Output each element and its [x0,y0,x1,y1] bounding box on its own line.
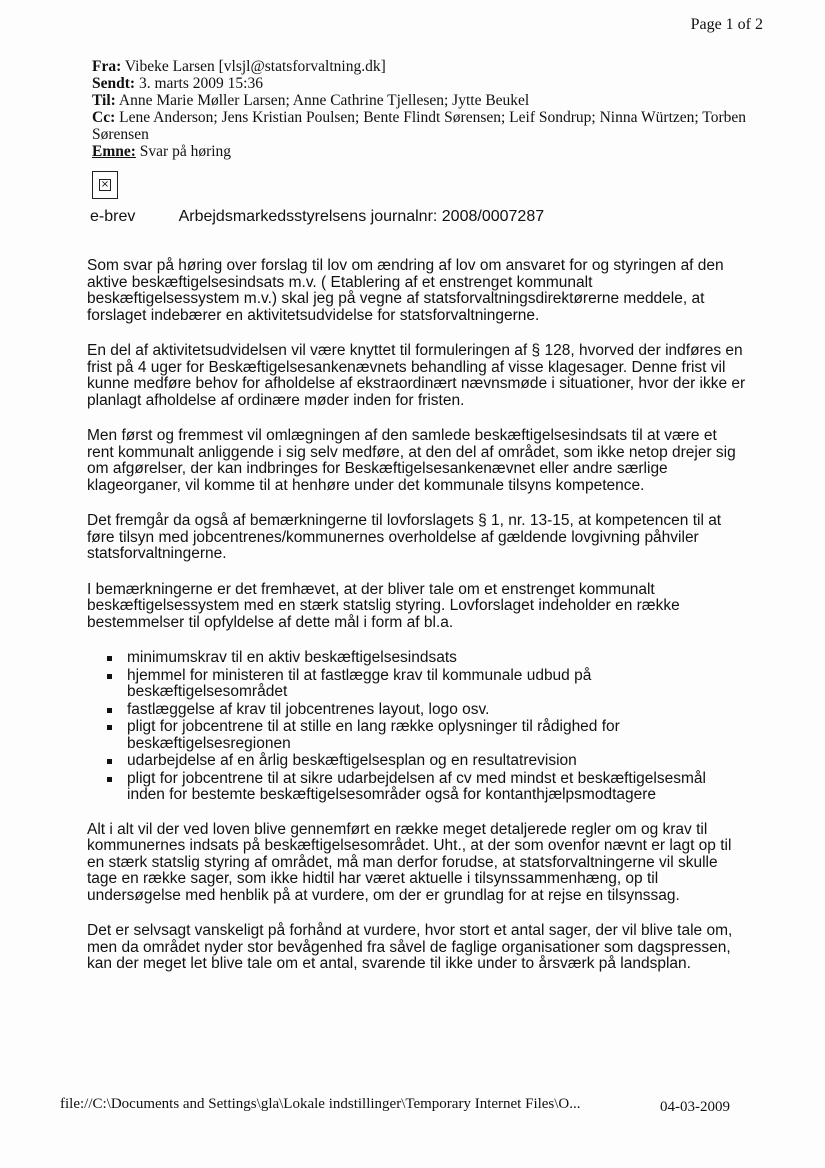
cc-label: Cc: [92,109,116,126]
paragraph-3: Men først og fremmest vil omlægningen af den samlede beskæftigelsesindsats til at være et rent kommunalt anliggende i sig selv medføre, at den del af området, som ikke netop drejer sig om afgørelser, der kan indbringes for Beskæftigelsesankenævnet eller andre særlige klageorganer, vil komme til at henhøre under det kommunale tilsyns kompetence. [87,427,736,494]
page-number: Page 1 of 2 [690,16,763,33]
paragraph-1: Som svar på høring over forslag til lov om ændring af lov om ansvaret for og styringen af den aktive beskæftigelsesindsats m.v. ( Etablering af et enstrenget kommunalt beskæftigelsessystem m.v.) skal jeg på vegne af statsforvaltningsdirektørerne meddele, at forslaget indebærer en aktivitetsudvidelse for statsforvaltningerne. [87,257,724,324]
bullet-list [87,650,747,804]
sent-label: Sendt: [92,75,136,92]
ebrev-label: e-brev [90,208,136,225]
paragraph-7: Det er selvsagt vanskeligt på forhånd at vurdere, hvor stort et antal sager, der vil blive tale om, men da området nyder stor bevågenhed fra såvel de faglige organisationer som dagspressen, kan der meget let blive tale om et antal, svarende til ikke under to årsværk på landsplan. [87,922,733,972]
cc-row [92,109,752,143]
sent-value: 3. marts 2009 15:36 [138,75,263,92]
paragraph-6: Alt i alt vil der ved loven blive gennemført en række meget detaljerede regler om og krav til kommunernes indsats på beskæftigelsesområdet. Uht., at der som ovenfor nævnt er lagt op til en stærk statslig styring af området, må man derfor forudse, at statsforvaltningerne vil skulle tage en række sager, som ikke hidtil har været aktuelle i tilsynssammenhæng, op til undersøgelse med henblik på at vurdere, om der er grundlag for at rejse en tilsynssag. [87,820,732,904]
cc-value: Lene Anderson; Jens Kristian Poulsen; Bente Flindt Sørensen; Leif Sondrup; Ninna Würtzen; Torben Sørensen [92,109,746,143]
print-footer [60,1096,760,1113]
to-value: Anne Marie Møller Larsen; Anne Cathrine Tjellesen; Jytte Beukel [118,92,530,109]
to-row [92,92,752,109]
list-item: pligt for jobcentrene til at stille en lang række oplysninger til rådighed for beskæftigelsesregionen [115,719,747,752]
footer-date: 04-03-2009 [660,1099,730,1115]
subject-value: Svar på høring [139,143,232,160]
subject-row [92,143,752,160]
from-label: Fra: [92,58,122,75]
image-placeholder-x-icon: × [100,179,110,190]
sent-row [92,75,752,92]
from-value: Vibeke Larsen [vlsjl@statsforvaltning.dk] [124,58,386,75]
list-item: pligt for jobcentrene til at sikre udarbejdelsen af cv med mindst et beskæftigelsesmål inden for bestemte beskæftigelsesområder også for kontanthjælpsmodtagere [115,771,747,804]
footer-file-path: file://C:\Documents and Settings\gla\Lokale indstillinger\Temporary Internet Files\O... [60,1096,581,1112]
list-item: fastlæggelse af krav til jobcentrenes layout, logo osv. [115,702,747,719]
subject-label: Emne: [92,143,136,160]
to-label: Til: [92,92,116,109]
list-item: hjemmel for ministeren til at fastlægge krav til kommunale udbud på beskæftigelsesområdet [115,668,747,701]
journal-number: Arbejdsmarkedsstyrelsens journalnr: 2008/0007287 [178,208,545,225]
from-row [92,58,752,75]
paragraph-4: Det fremgår da også af bemærkningerne til lovforslagets § 1, nr. 13-15, at kompetencen til at føre tilsyn med jobcentrenes/kommunernes overholdelse af gældende lovgivning påhviler statsforvaltningerne. [87,512,722,562]
list-item: minimumskrav til en aktiv beskæftigelsesindsats [115,650,747,667]
broken-image-icon [92,171,118,199]
paragraph-2: En del af aktivitetsudvidelsen vil være knyttet til formuleringen af § 128, hvorved der indføres en frist på 4 uger for Beskæftigelsesankenævnets behandling af visse klagesager. Denne frist vil kunne medføre behov for afholdelse af ekstraordinært nævnsmøde i situationer, hvor der ikke er planlagt afholdelse af ordinære møder inden for fristen. [87,342,746,409]
list-item: udarbejdelse af en årlig beskæftigelsesplan og en resultatrevision [115,753,747,770]
paragraph-5: I bemærkningerne er det fremhævet, at der bliver tale om et enstrenget kommunalt beskæftigelsessystem med en stærk statslig styring. Lovforslaget indeholder en række bestemmelser til opfyldelse af dette mål i form af bl.a. [87,580,680,631]
ebrev-line [90,208,544,226]
letter-body [87,258,747,992]
email-header [92,58,752,160]
